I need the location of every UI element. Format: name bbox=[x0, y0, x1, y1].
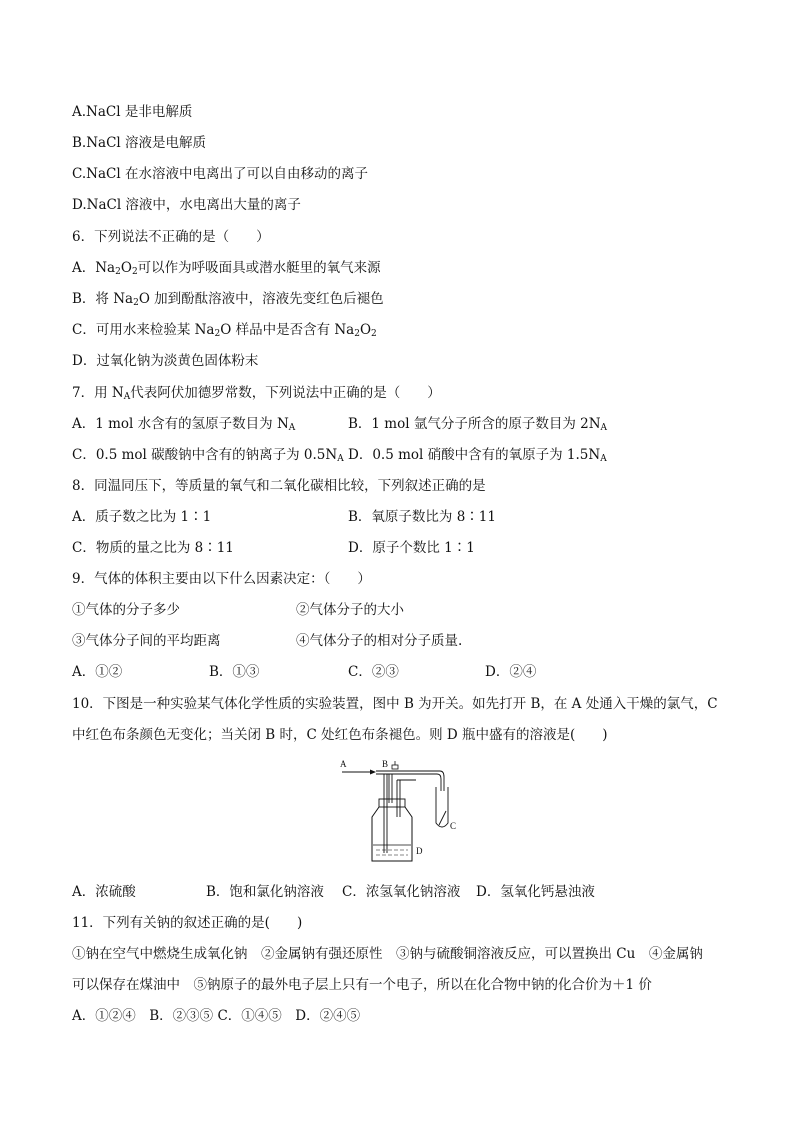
switch-b bbox=[392, 765, 398, 769]
label-d: D bbox=[416, 846, 423, 856]
arrow-head-icon bbox=[370, 770, 376, 775]
bottle-d bbox=[372, 807, 412, 861]
q7-options-row-2 bbox=[72, 446, 734, 464]
q6-option-c: C．可用水来检验某 $Na_2O$ 样品中是否含有 $Na_2O_2$ bbox=[72, 322, 377, 339]
q9-option-b: B．①③ bbox=[209, 664, 260, 680]
bend-tube-inner bbox=[437, 774, 441, 791]
q9-factor-1: ①气体的分子多少 bbox=[72, 602, 180, 618]
test-tube-c bbox=[436, 787, 448, 827]
q11-options: A．①②④ B．②③⑤ C．①④⑤ D．②④⑤ bbox=[72, 1008, 361, 1024]
q5-option-a: A.NaCl 是非电解质 bbox=[72, 104, 193, 120]
q11-stem: 11．下列有关钠的叙述正确的是( ) bbox=[72, 915, 303, 931]
q9-option-d: D．②④ bbox=[485, 664, 537, 680]
q8-options-row-2 bbox=[72, 539, 734, 557]
q10-option-b: B．饱和氯化钠溶液 bbox=[206, 884, 324, 900]
q5-option-b: B.NaCl 溶液是电解质 bbox=[72, 135, 207, 151]
q7-options-row-1 bbox=[72, 415, 734, 433]
label-a: A bbox=[340, 759, 347, 769]
q6-option-b: B．将 $Na_2O$ 加到酚酞溶液中，溶液先变红色后褪色 bbox=[72, 291, 384, 308]
q6-option-a: A．$Na_2O_2$可以作为呼吸面具或潜水艇里的氧气来源 bbox=[72, 260, 381, 277]
gas-apparatus-diagram bbox=[336, 755, 466, 867]
q9-factors-row-1 bbox=[72, 601, 734, 619]
q6-option-d: D．过氧化钠为淡黄色固体粉末 bbox=[72, 353, 259, 369]
q10-stem-line-1: 10．下图是一种实验某气体化学性质的实验装置，图中 B 为开关。如先打开 B，在 A 处通入干燥的氯气，C bbox=[72, 696, 718, 712]
q7-option-c: C．0.5 mol 碳酸钠中含有的钠离子为 $0.5N_A$ bbox=[72, 447, 344, 464]
q9-option-a: A．①② bbox=[72, 664, 123, 680]
q9-factor-3: ③气体分子间的平均距离 bbox=[72, 633, 221, 649]
q9-option-c: C．②③ bbox=[348, 664, 399, 680]
q9-factors-row-2 bbox=[72, 632, 734, 650]
q10-option-a: A．浓硫酸 bbox=[72, 884, 136, 900]
q9-stem: 9．气体的体积主要由以下什么因素决定：（ ） bbox=[72, 571, 371, 587]
q10-option-c: C．浓氢氧化钠溶液 bbox=[342, 884, 461, 900]
q7-option-d: D．0.5 mol 硝酸中含有的氧原子为 $1.5N_A$ bbox=[348, 447, 607, 464]
label-b: B bbox=[382, 759, 389, 769]
q8-options-row-1 bbox=[72, 508, 734, 526]
q8-option-d: D．原子个数比 1∶1 bbox=[348, 540, 475, 556]
q7-option-b: B．1 mol 氩气分子所含的原子数目为 $2N_A$ bbox=[348, 416, 608, 433]
red-cloth-strip bbox=[439, 811, 446, 825]
q6-stem: 6．下列说法不正确的是（ ） bbox=[72, 229, 270, 245]
q9-factor-2: ②气体分子的大小 bbox=[296, 602, 404, 618]
q8-option-b: B．氧原子数比为 8∶11 bbox=[348, 509, 496, 525]
q7-stem: 7．用 $N_A$代表阿伏加德罗常数，下列说法中正确的是（ ） bbox=[72, 385, 441, 402]
q9-options-row bbox=[72, 663, 734, 681]
q8-option-c: C．物质的量之比为 8∶11 bbox=[72, 540, 234, 556]
q5-option-d: D.NaCl 溶液中，水电离出大量的离子 bbox=[72, 197, 301, 213]
q9-factor-4: ④气体分子的相对分子质量. bbox=[296, 633, 463, 649]
q8-option-a: A．质子数之比为 1∶1 bbox=[72, 509, 212, 525]
q7-option-a: A．1 mol 水含有的氢原子数目为 $N_A$ bbox=[72, 416, 296, 433]
q10-options-row bbox=[72, 883, 734, 901]
q11-statements-line-2: 可以保存在煤油中 ⑤钠原子的最外电子层上只有一个电子，所以在化合物中钠的化合价为＋1 价 bbox=[72, 977, 652, 993]
q10-option-d: D．氢氧化钙悬浊液 bbox=[476, 884, 595, 900]
label-c: C bbox=[450, 821, 457, 831]
q11-statements-line-1: ①钠在空气中燃烧生成氧化钠 ②金属钠有强还原性 ③钠与硫酸铜溶液反应，可以置换出 Cu ④金属钠 bbox=[72, 946, 703, 962]
q8-stem: 8．同温同压下，等质量的氧气和二氧化碳相比较，下列叙述正确的是 bbox=[72, 478, 486, 494]
q10-stem-line-2: 中红色布条颜色无变化；当关闭 B 时，C 处红色布条褪色。则 D 瓶中盛有的溶液是( ) bbox=[72, 727, 608, 743]
q5-option-c: C.NaCl 在水溶液中电离出了可以自由移动的离子 bbox=[72, 166, 368, 182]
